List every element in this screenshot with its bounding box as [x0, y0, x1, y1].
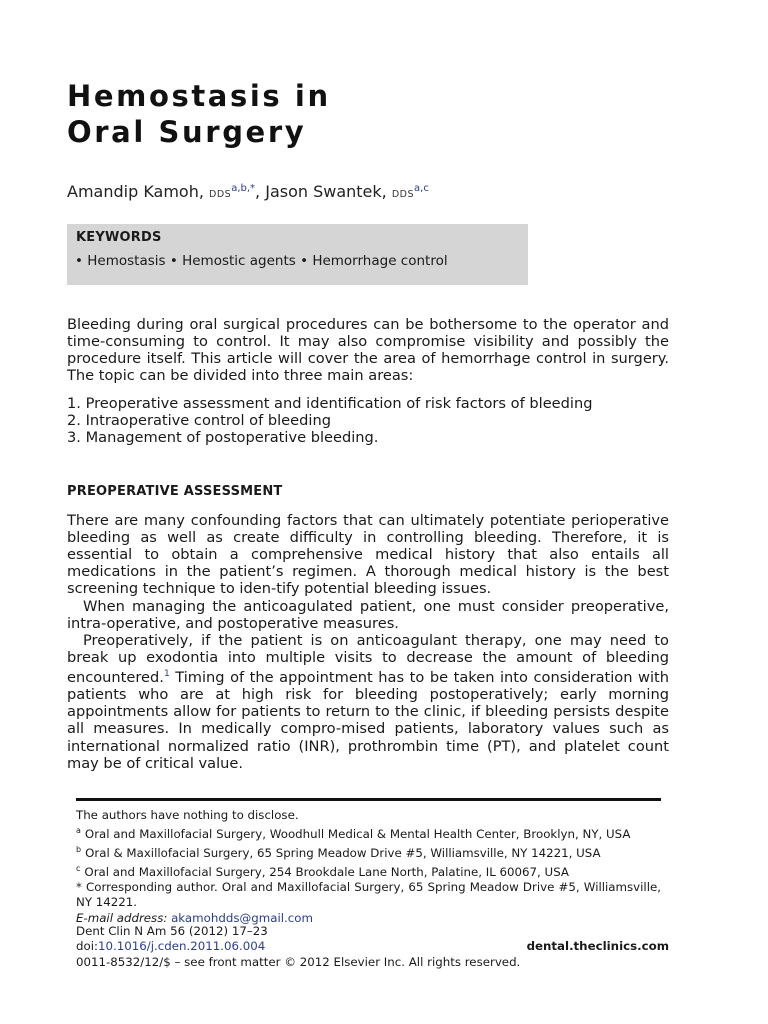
section-paragraph: When managing the anticoagulated patient, one must consider preoperative, intra-operative, and postoperative measures. — [67, 598, 669, 633]
affiliation-text: Oral and Maxillofacial Surgery, Woodhull Medical & Mental Health Center, Brooklyn, NY, USA — [84, 827, 631, 842]
title-line-2: Oral Surgery — [67, 115, 307, 149]
list-item: 3. Management of postoperative bleeding. — [67, 429, 379, 447]
author-line — [67, 178, 429, 206]
keywords-list: • Hemostasis • Hemostic agents • Hemorrhage control — [75, 253, 448, 269]
doi-label: doi: — [76, 939, 98, 954]
affiliation-text: Oral & Maxillofacial Surgery, 65 Spring Meadow Drive #5, Williamsville, NY 14221, USA — [85, 846, 601, 861]
journal-website[interactable]: dental.theclinics.com — [526, 939, 669, 953]
rights-statement: 0011-8532/12/$ – see front matter © 2012 Elsevier Inc. All rights reserved. — [76, 954, 521, 969]
keywords-heading: KEYWORDS — [76, 230, 162, 245]
list-item: 1. Preoperative assessment and identification of risk factors of bleeding — [67, 395, 593, 412]
affiliation-mark: b — [76, 845, 82, 855]
title-line-1: Hemostasis in — [67, 79, 331, 113]
author-degree: DDS — [209, 189, 232, 200]
author-separator: , — [255, 182, 266, 201]
main-areas-list — [67, 395, 592, 447]
disclosure: The authors have nothing to disclose. — [76, 808, 299, 822]
affiliation-mark: c — [76, 864, 81, 874]
author-name: Jason Swantek, — [265, 182, 387, 201]
section-paragraph: There are many confounding factors that can ultimately potentiate perioperative bleeding as well as create difficulty in controlling bleeding. Therefore, it is essential to obtain a comprehensive medical history that also entails all medications in the patient’s regimen. A thorough medical history is the best screening technique to iden-tify potential bleeding issues. — [67, 512, 669, 598]
intro-paragraph: Bleeding during oral surgical procedures can be bothersome to the operator and time-consuming to control. It may also compromise visibility and possibly the procedure itself. This article will cover the area of hemorrhage control in surgery. The topic can be divided into three main areas: — [67, 316, 669, 385]
list-item: 2. Intraoperative control of bleeding — [67, 412, 331, 430]
journal-citation: Dent Clin N Am 56 (2012) 17–23 — [76, 924, 268, 938]
reference-link[interactable]: 1 — [163, 669, 170, 680]
email-link[interactable]: akamohdds@gmail.com — [171, 910, 313, 925]
author-affiliation-marks[interactable]: a,c — [414, 183, 429, 194]
doi-line — [76, 939, 520, 954]
email-label: E-mail address: — [76, 910, 168, 925]
footnotes — [76, 808, 661, 926]
section-heading: PREOPERATIVE ASSESSMENT — [67, 484, 283, 499]
affiliation — [76, 861, 661, 880]
author-name: Amandip Kamoh, — [67, 182, 204, 201]
affiliation — [76, 823, 661, 842]
author-affiliation-marks[interactable]: a,b,* — [231, 183, 256, 194]
affiliation-mark: a — [76, 826, 81, 836]
paragraph-text: Preoperatively, if the patient is on anticoagulant therapy, one may need to break up exodontia into multiple visits to decrease the amount of bleeding encountered. — [67, 632, 669, 687]
citation-block — [76, 924, 520, 970]
affiliation — [76, 842, 661, 861]
corresponding-author: * Corresponding author. Oral and Maxillofacial Surgery, 65 Spring Meadow Drive #5, Williamsville, NY 14221. — [76, 880, 661, 910]
keywords-box — [67, 224, 528, 285]
footnote-divider — [76, 798, 661, 801]
doi-link[interactable]: 10.1016/j.cden.2011.06.004 — [97, 939, 266, 954]
paragraph-text: Timing of the appointment has to be taken into consideration with patients who are at high risk for bleeding postoperatively; early morning appointments allow for patients to return to the clinic, if bleeding persists despite all measures. In medically compro-mised patients, laboratory values such as international normalized ratio (INR), prothrombin time (PT), and platelet count may be of critical value. — [67, 669, 669, 772]
article-title — [67, 78, 331, 150]
author-degree: DDS — [391, 189, 415, 200]
section-paragraph — [67, 632, 669, 772]
affiliation-text: Oral and Maxillofacial Surgery, 254 Brookdale Lane North, Palatine, IL 60067, USA — [84, 865, 569, 880]
